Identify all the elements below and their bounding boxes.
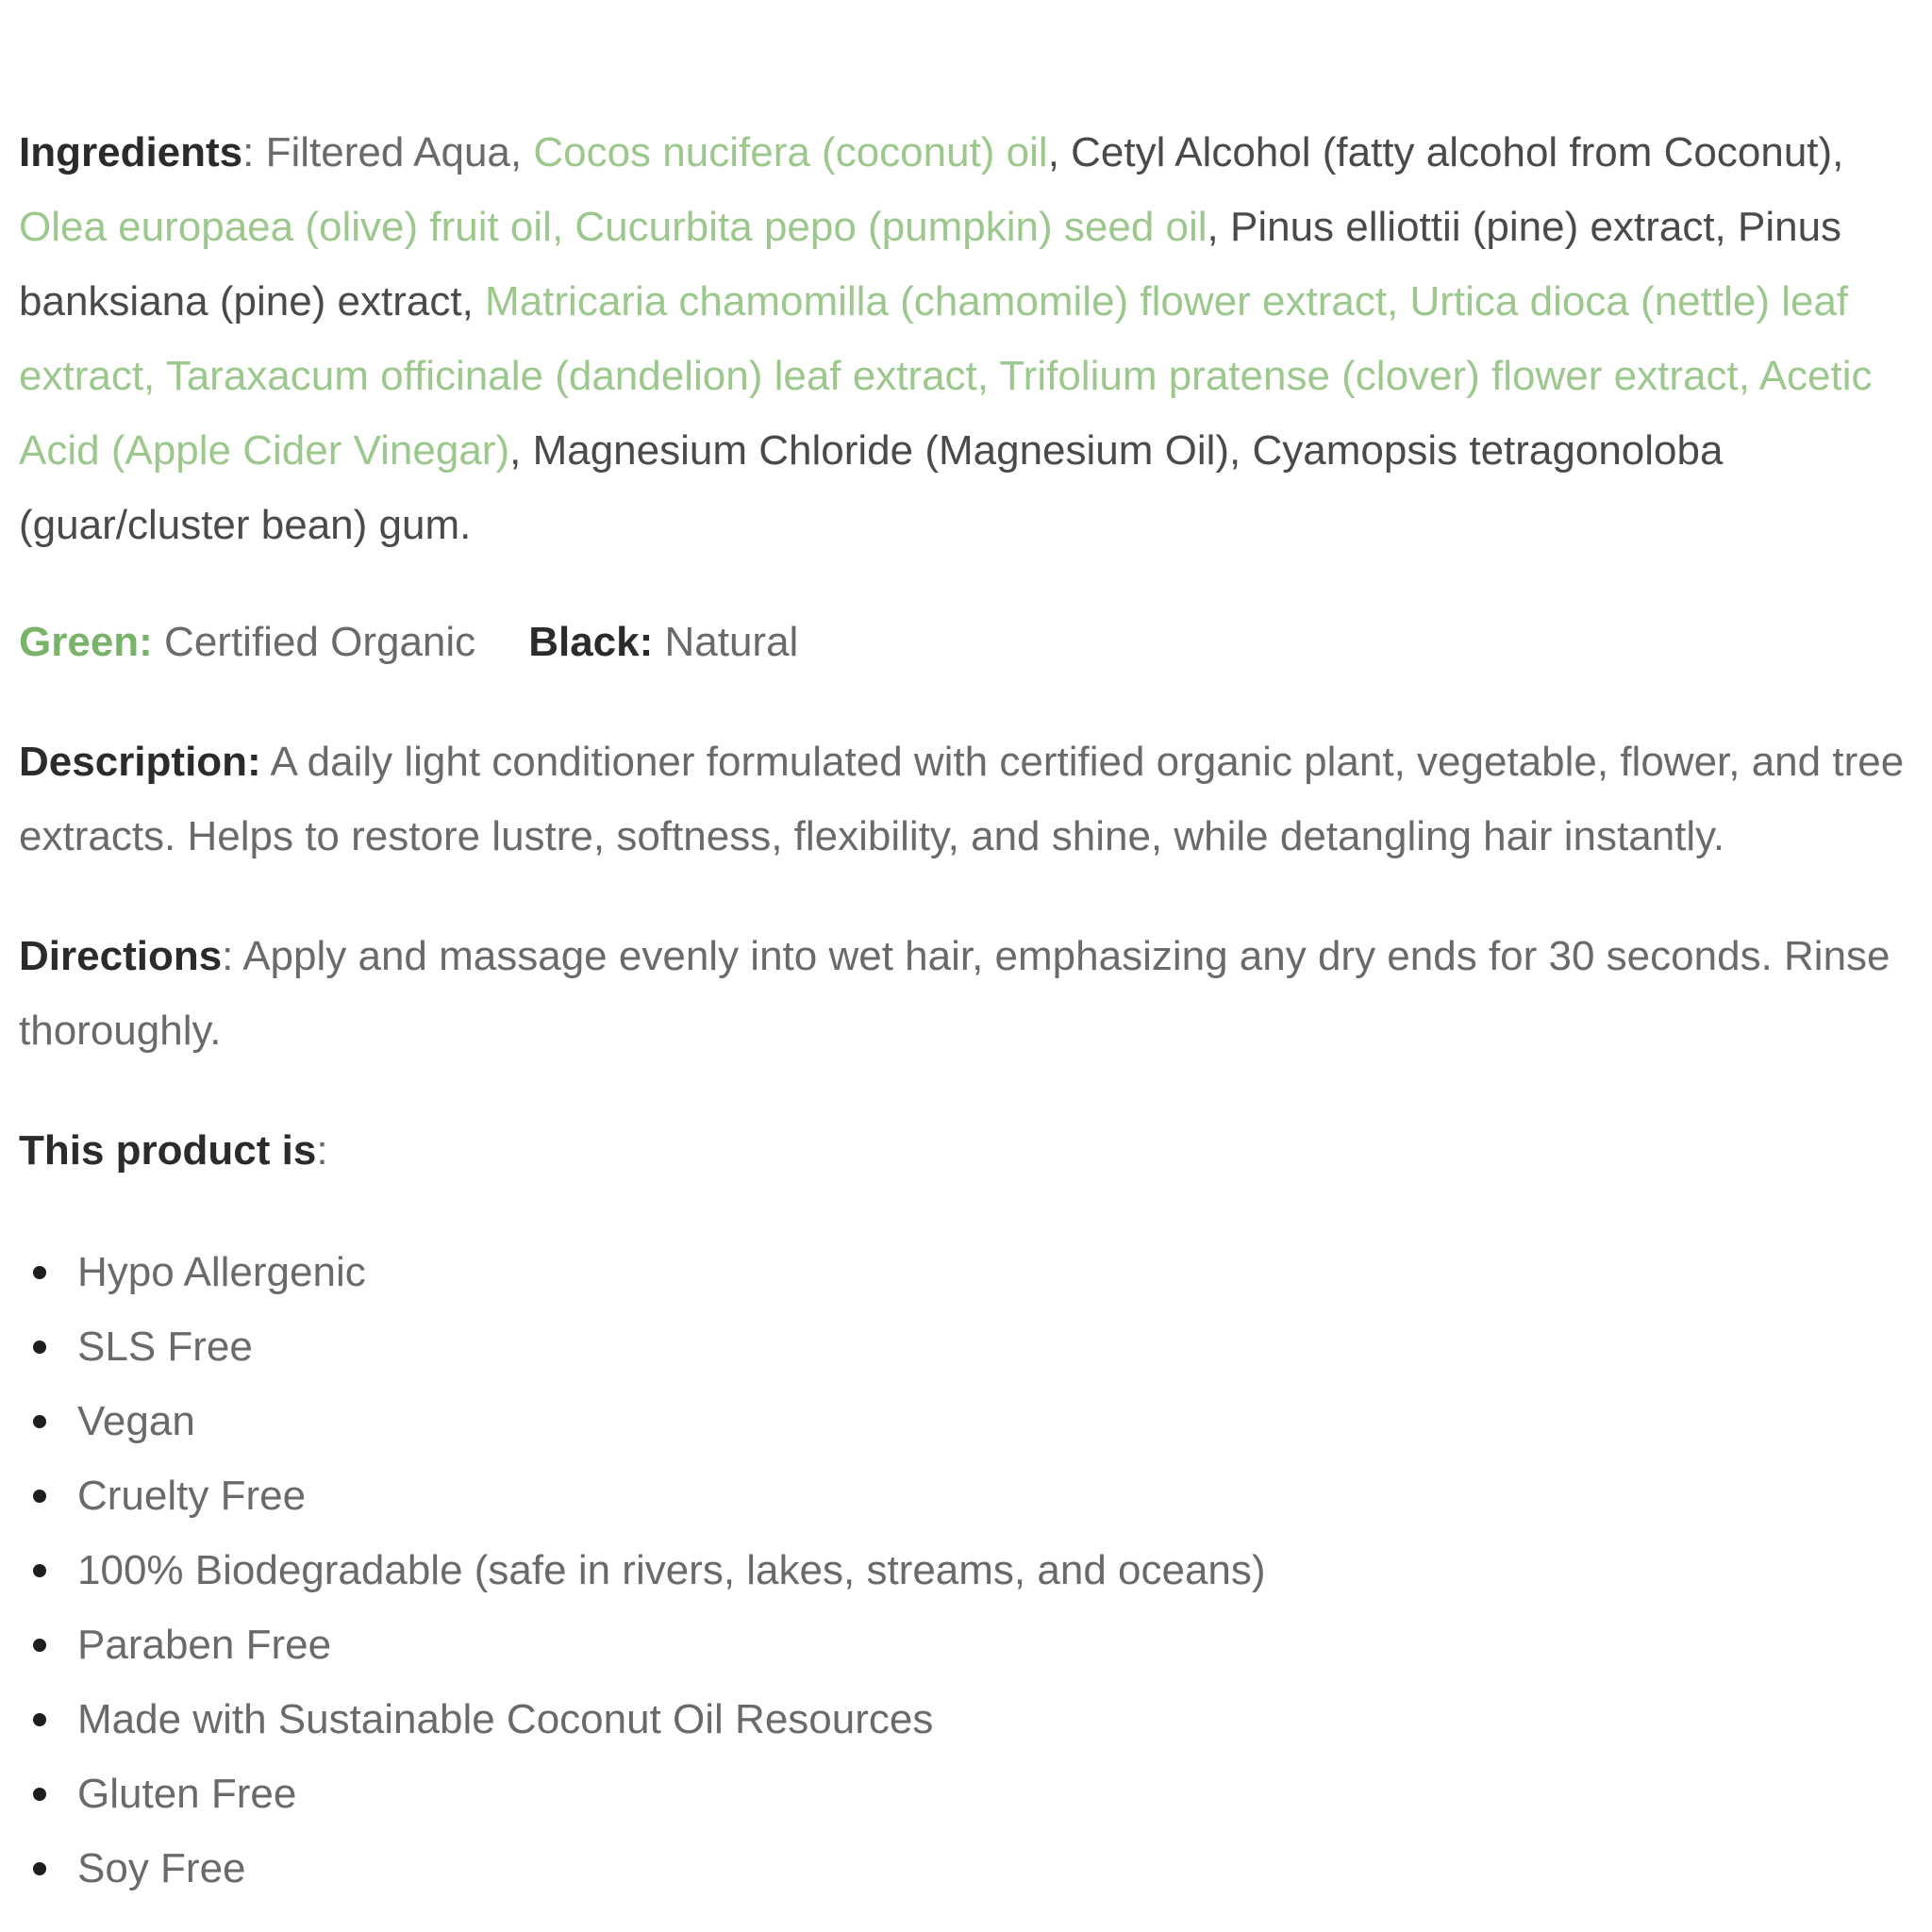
legend-green-value: Certified Organic [152, 619, 476, 665]
product-heading-colon: : [316, 1127, 328, 1174]
feature-label: Hypo Allergenic [77, 1249, 366, 1295]
legend-organic [19, 605, 475, 679]
ingredient-segment: Filtered Aqua, [265, 129, 534, 175]
bullet-icon [33, 1862, 46, 1875]
feature-label: Soy Free [77, 1845, 246, 1891]
bullet-icon [33, 1564, 46, 1577]
feature-label: SLS Free [77, 1324, 253, 1370]
legend-black-value: Natural [653, 619, 799, 665]
ingredients-colon: : [242, 129, 266, 175]
product-heading [19, 1113, 1915, 1188]
legend-black-label: Black: [528, 619, 654, 665]
ingredient-segment: , Cetyl Alcohol (fatty alcohol from Coconut), [1047, 129, 1844, 175]
ingredient-segment: , Pinus elliottii (pine) extract, Pinus banksiana (pine) extract, [19, 204, 1842, 325]
ingredients-paragraph [19, 115, 1915, 562]
feature-label: Gluten Free [77, 1771, 297, 1817]
bullet-icon [33, 1341, 46, 1354]
bullet-icon [33, 1713, 46, 1726]
list-item [19, 1235, 1932, 1309]
description-paragraph [19, 724, 1915, 874]
ingredients-label: Ingredients [19, 129, 243, 175]
ingredient-segment: Olea europaea (olive) fruit oil, Cucurbita pepo (pumpkin) seed oil [19, 204, 1208, 250]
directions-paragraph [19, 919, 1915, 1068]
list-item [19, 1458, 1932, 1533]
feature-label: 100% Biodegradable (safe in rivers, lakes, streams, and oceans) [77, 1547, 1266, 1593]
bullet-icon [33, 1788, 46, 1801]
directions-text: : Apply and massage evenly into wet hair, emphasizing any dry ends for 30 seconds. Rinse thoroughly. [19, 933, 1890, 1054]
list-item [19, 1533, 1932, 1607]
color-legend [19, 605, 1915, 679]
description-text: A daily light conditioner formulated with certified organic plant, vegetable, flower, and tree extracts. Helps to restore lustre, softness, flexibility, and shine, while detangling hair instantly. [19, 739, 1905, 859]
product-heading-label: This product is [19, 1127, 317, 1174]
ingredient-segment: Cocos nucifera (coconut) oil [533, 129, 1048, 175]
bullet-icon [33, 1415, 46, 1428]
list-item [19, 1757, 1932, 1831]
list-item [19, 1607, 1932, 1682]
list-item [19, 1682, 1932, 1757]
feature-label: Made with Sustainable Coconut Oil Resources [77, 1696, 934, 1742]
bullet-icon [33, 1639, 46, 1652]
list-item [19, 1309, 1932, 1384]
feature-label: Cruelty Free [77, 1473, 307, 1519]
description-label: Description: [19, 739, 261, 785]
legend-natural [528, 605, 798, 679]
list-item [19, 1831, 1932, 1906]
bullet-icon [33, 1266, 46, 1279]
feature-label: Paraben Free [77, 1622, 332, 1668]
list-item [19, 1384, 1932, 1458]
bullet-icon [33, 1490, 46, 1503]
legend-green-label: Green: [19, 619, 153, 665]
directions-label: Directions [19, 933, 223, 979]
feature-label: Vegan [77, 1398, 195, 1444]
ingredient-segment: , Magnesium Chloride (Magnesium Oil), Cyamopsis tetragonoloba (guar/cluster bean) gum. [19, 427, 1724, 548]
ingredient-segment: Matricaria chamomilla (chamomile) flower extract, Urtica dioca (nettle) leaf extract, Taraxacum officinale (dandelion) leaf extract, Trifolium pratense (clover) flower extract, Acetic Acid (Apple Cider Vinegar) [19, 278, 1873, 474]
feature-list [19, 1235, 1932, 1906]
